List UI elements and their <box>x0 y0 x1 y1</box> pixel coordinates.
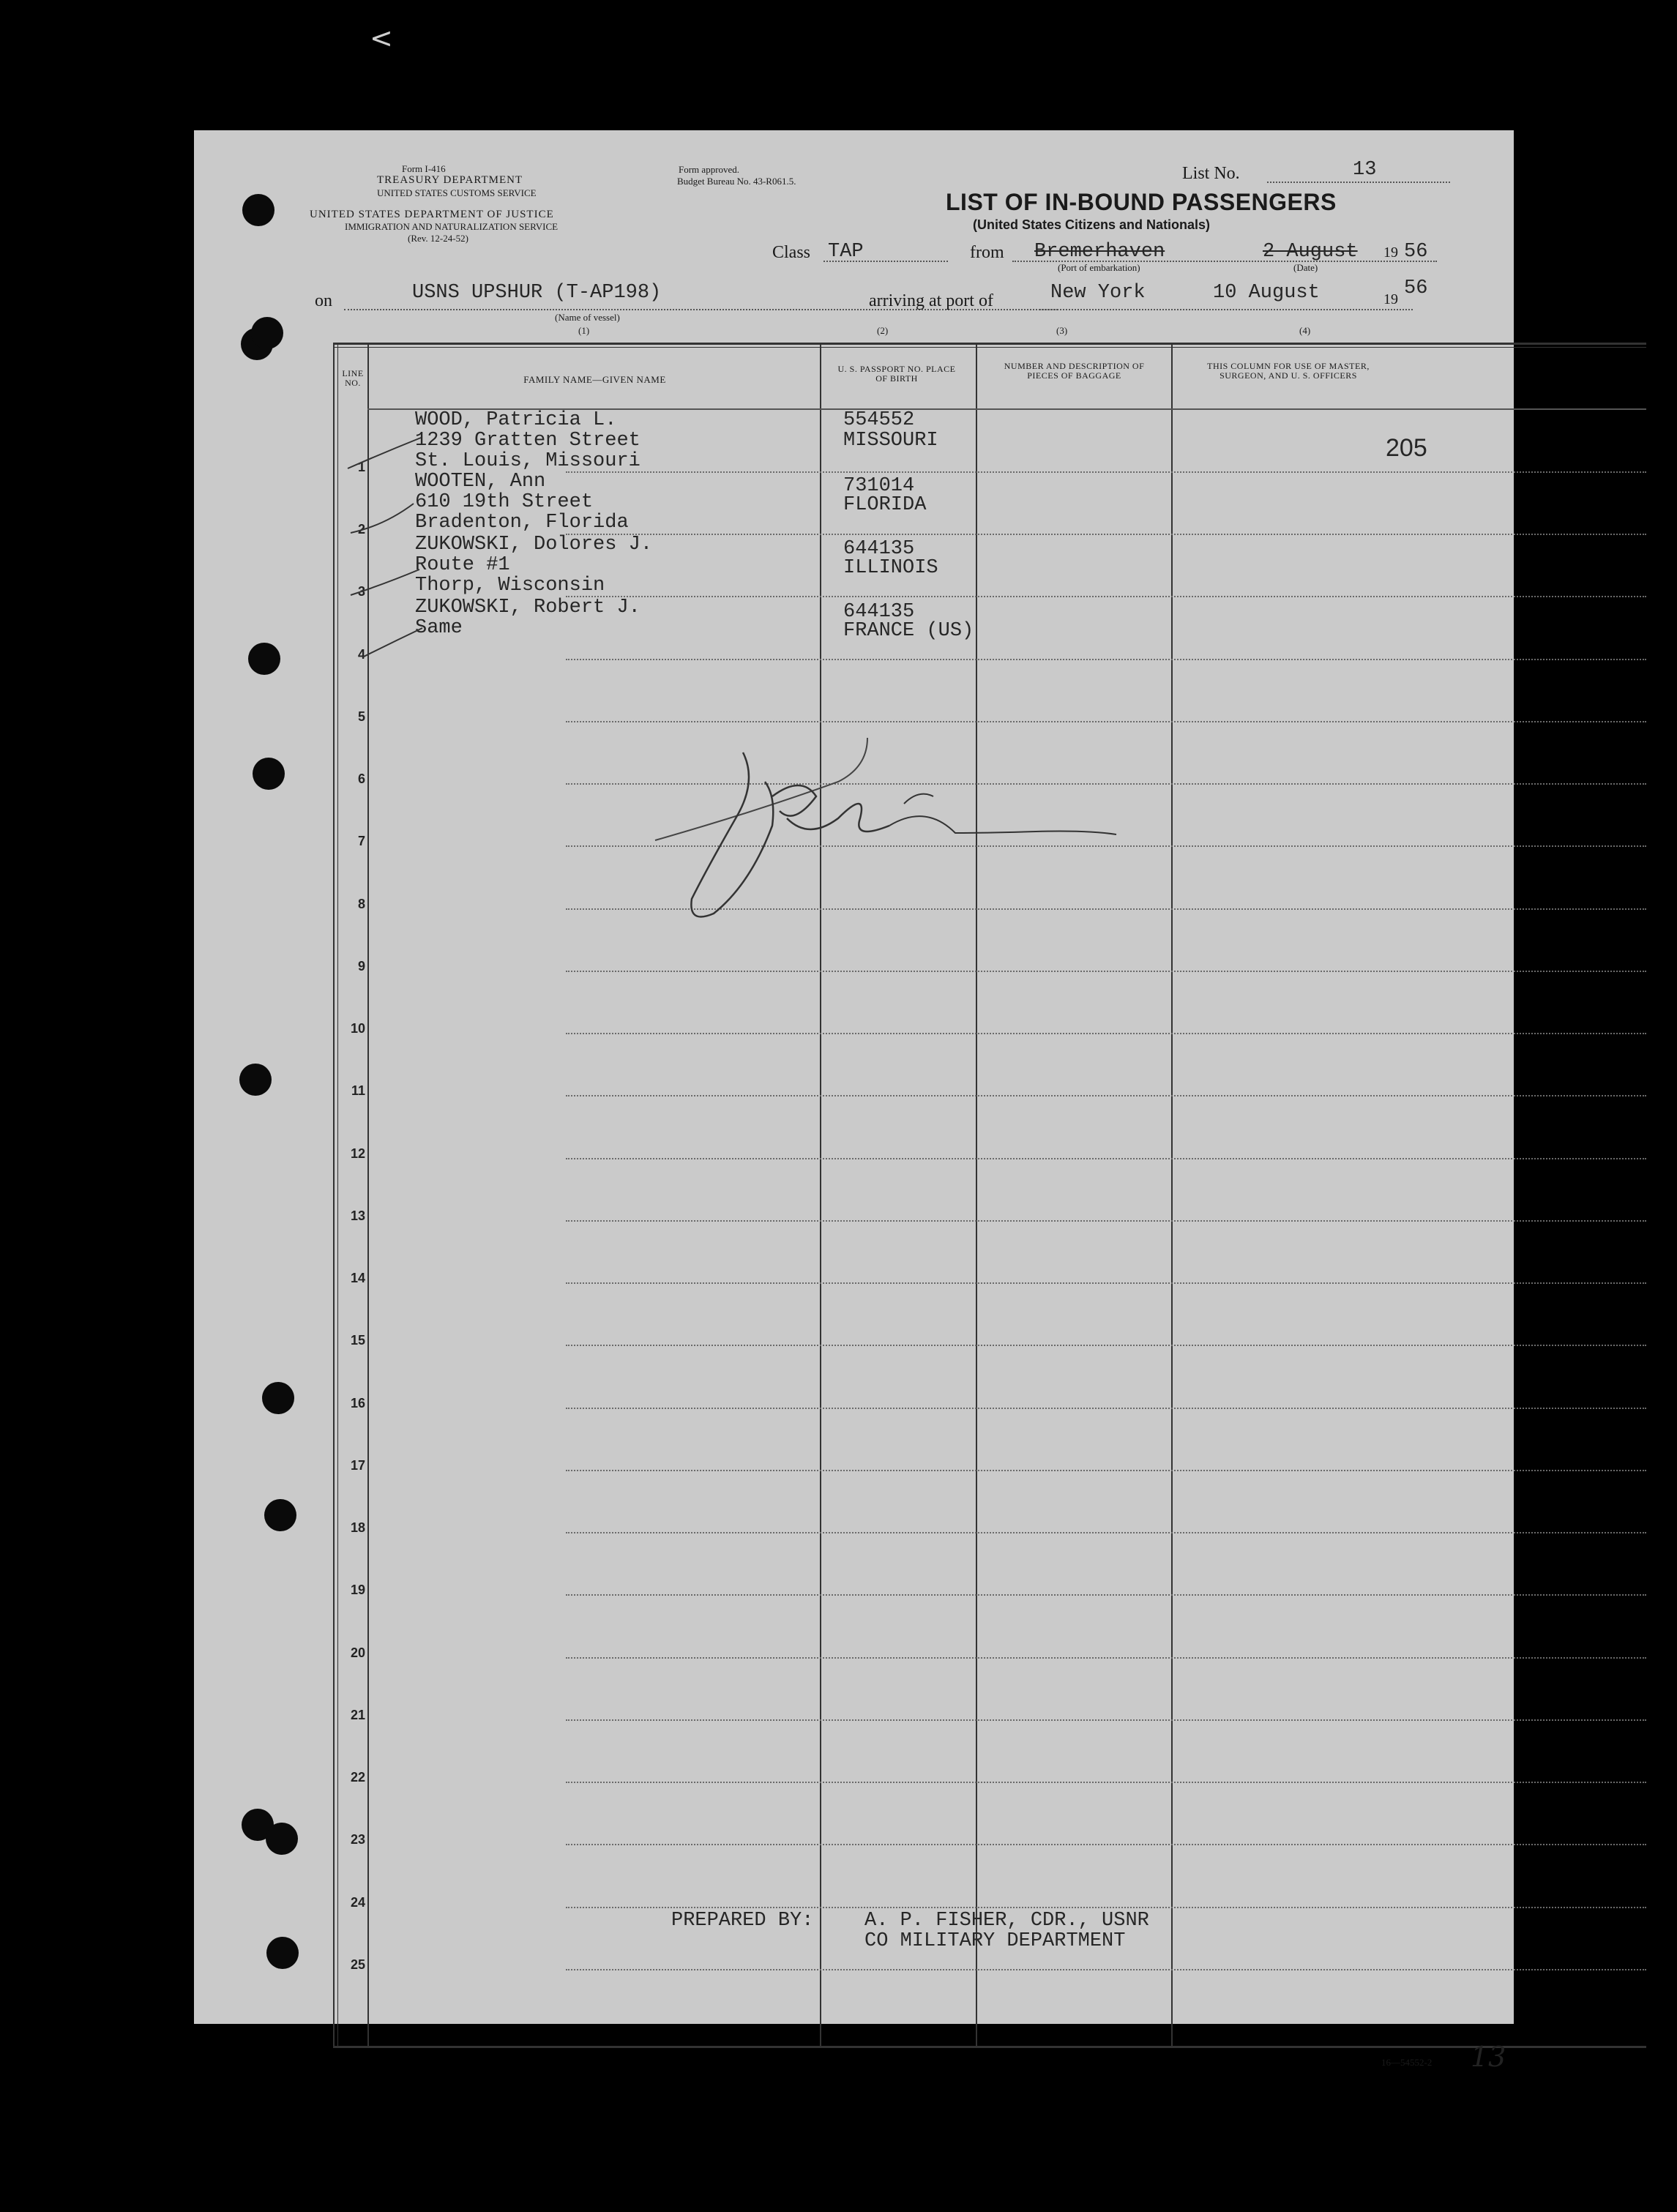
place-of-birth: ILLINOIS <box>843 557 938 579</box>
row-rule <box>566 1594 1646 1596</box>
row-rule <box>566 1408 1646 1409</box>
line-number: 5 <box>357 709 365 724</box>
from-label: from <box>970 243 1004 262</box>
line-number: 11 <box>351 1083 365 1098</box>
prepared-by-label: PREPARED BY: <box>671 1910 814 1932</box>
line-number: 9 <box>357 959 365 974</box>
arrival-year: 56 <box>1404 277 1428 299</box>
row-rule <box>566 971 1646 972</box>
header-passport: U. S. PASSPORT NO. PLACE OF BIRTH <box>837 364 956 384</box>
customs-service: UNITED STATES CUSTOMS SERVICE <box>377 187 537 198</box>
place-of-birth: FLORIDA <box>843 494 927 516</box>
name-column-divider <box>820 343 821 2046</box>
row-rule <box>566 1969 1646 1970</box>
vessel-name: USNS UPSHUR (T-AP198) <box>412 282 662 304</box>
line-number: 17 <box>350 1458 365 1473</box>
baggage-column-divider <box>1171 343 1173 2046</box>
departure-date: 2 August <box>1263 241 1358 263</box>
row-rule <box>566 1844 1646 1845</box>
row-rule <box>566 1220 1646 1222</box>
line-number: 19 <box>350 1583 365 1597</box>
line-number: 1 <box>357 460 365 474</box>
passport-number: 554552 <box>843 409 915 431</box>
binder-hole <box>262 1382 294 1414</box>
binder-hole <box>239 1064 272 1096</box>
justice-department: UNITED STATES DEPARTMENT OF JUSTICE <box>310 209 554 220</box>
page-mark: 13 <box>1471 2041 1506 2073</box>
row-rule <box>566 1095 1646 1096</box>
row-rule <box>566 1345 1646 1346</box>
row-rule <box>566 1657 1646 1659</box>
column-number: (1) <box>578 325 590 336</box>
line-number: 20 <box>350 1645 365 1660</box>
list-number-line <box>1267 182 1450 183</box>
row-rule <box>566 1782 1646 1783</box>
treasury-department: TREASURY DEPARTMENT <box>377 174 523 186</box>
line-number: 15 <box>350 1333 365 1348</box>
row-rule <box>566 596 1646 597</box>
budget-bureau-number: Budget Bureau No. 43-R061.5. <box>677 176 796 187</box>
line-number: 3 <box>357 584 365 599</box>
line-number: 22 <box>350 1770 365 1785</box>
form-number: Form I-416 <box>402 163 446 174</box>
binder-hole <box>264 1499 296 1531</box>
passport-column-divider <box>976 343 977 2046</box>
passport-number: 731014 <box>843 475 915 497</box>
place-of-birth: MISSOURI <box>843 430 938 452</box>
passenger-address: Route #1 <box>415 554 510 576</box>
on-label: on <box>315 291 332 310</box>
passenger-city: Thorp, Wisconsin <box>415 575 605 597</box>
tally-marks <box>340 423 428 657</box>
arrival-year-prefix: 19 <box>1383 291 1398 307</box>
binder-hole <box>248 643 280 675</box>
line-number: 4 <box>357 647 365 662</box>
form-revision: (Rev. 12-24-52) <box>408 233 468 244</box>
handwritten-signature <box>648 738 1124 957</box>
binder-hole <box>266 1937 299 1969</box>
binder-hole <box>251 317 283 349</box>
arriving-label: arriving at port of <box>869 291 993 310</box>
header-officers: THIS COLUMN FOR USE OF MASTER, SURGEON, AND U. S. OFFICERS <box>1207 361 1370 381</box>
passenger-name: WOOTEN, Ann <box>415 471 546 493</box>
binder-hole <box>266 1823 298 1855</box>
line-number: 6 <box>357 771 365 786</box>
page-title: LIST OF IN-BOUND PASSENGERS <box>946 189 1337 215</box>
header-family-name: FAMILY NAME—GIVEN NAME <box>523 374 666 385</box>
row-rule <box>566 659 1646 660</box>
footer-code: 16—54552-2 <box>1381 2057 1433 2068</box>
passport-number: 644135 <box>843 538 915 560</box>
list-number: 13 <box>1353 159 1377 181</box>
line-number: 23 <box>350 1832 365 1847</box>
passenger-address: Same <box>415 617 463 639</box>
back-arrow-icon[interactable]: < <box>370 22 393 54</box>
row-rule <box>566 1907 1646 1908</box>
departure-year-prefix: 19 <box>1383 244 1398 261</box>
table-top-border <box>333 343 1646 345</box>
line-number: 21 <box>350 1708 365 1722</box>
form-approved: Form approved. <box>679 164 740 175</box>
officer-note: 205 <box>1386 434 1427 462</box>
row-rule <box>566 1158 1646 1159</box>
table-left-border <box>333 343 335 2046</box>
immigration-service: IMMIGRATION AND NATURALIZATION SERVICE <box>345 221 559 232</box>
passenger-address: 610 19th Street <box>415 491 594 513</box>
class-label: Class <box>772 243 811 262</box>
line-number: 25 <box>350 1957 365 1972</box>
row-rule <box>566 534 1646 535</box>
row-rule <box>566 471 1646 473</box>
class-value: TAP <box>828 241 864 263</box>
row-rule <box>566 1033 1646 1034</box>
binder-hole <box>242 194 274 226</box>
row-rule <box>566 1470 1646 1471</box>
header-baggage: NUMBER AND DESCRIPTION OF PIECES OF BAGGAGE <box>1004 361 1145 381</box>
binder-hole <box>253 758 285 790</box>
passenger-address: 1239 Gratten Street <box>415 430 640 452</box>
passenger-name: ZUKOWSKI, Dolores J. <box>415 534 653 556</box>
column-number: (2) <box>877 325 889 336</box>
date-caption: (Date) <box>1293 262 1318 273</box>
column-number: (3) <box>1056 325 1068 336</box>
line-number: 2 <box>357 522 365 537</box>
line-number: 10 <box>350 1021 365 1036</box>
place-of-birth: FRANCE (US) <box>843 620 974 642</box>
preparer-department: CO MILITARY DEPARTMENT <box>864 1930 1126 1952</box>
row-rule <box>566 721 1646 722</box>
line-number: 16 <box>350 1396 365 1410</box>
departure-year: 56 <box>1404 241 1428 263</box>
line-number: 24 <box>350 1895 365 1910</box>
arrival-date: 10 August <box>1213 282 1320 304</box>
row-rule <box>566 1719 1646 1721</box>
preparer-name: A. P. FISHER, CDR., USNR <box>864 1910 1149 1932</box>
header-line-no: LINE NO. <box>342 368 364 388</box>
passenger-manifest-page <box>194 130 1514 2073</box>
table-bottom-border <box>333 2046 1646 2048</box>
vessel-caption: (Name of vessel) <box>555 312 620 323</box>
line-number: 7 <box>357 834 365 848</box>
line-number: 12 <box>350 1146 365 1161</box>
line-number: 13 <box>350 1208 365 1223</box>
page-subtitle: (United States Citizens and Nationals) <box>973 217 1211 232</box>
passenger-city: St. Louis, Missouri <box>415 450 640 472</box>
port-embarkation-caption: (Port of embarkation) <box>1058 262 1140 273</box>
row-rule <box>566 1532 1646 1533</box>
arrival-port: New York <box>1050 282 1146 304</box>
passenger-name: ZUKOWSKI, Robert J. <box>415 597 640 619</box>
passport-number: 644135 <box>843 601 915 623</box>
passenger-name: WOOD, Patricia L. <box>415 409 617 431</box>
port-of-embarkation: Bremerhaven <box>1034 241 1165 263</box>
column-number: (4) <box>1299 325 1311 336</box>
arrival-line <box>1039 309 1413 310</box>
line-number: 14 <box>350 1271 365 1285</box>
row-rule <box>566 1282 1646 1284</box>
line-number: 18 <box>350 1520 365 1535</box>
list-number-label: List No. <box>1182 164 1240 183</box>
passenger-city: Bradenton, Florida <box>415 512 629 534</box>
line-number: 8 <box>357 897 365 911</box>
